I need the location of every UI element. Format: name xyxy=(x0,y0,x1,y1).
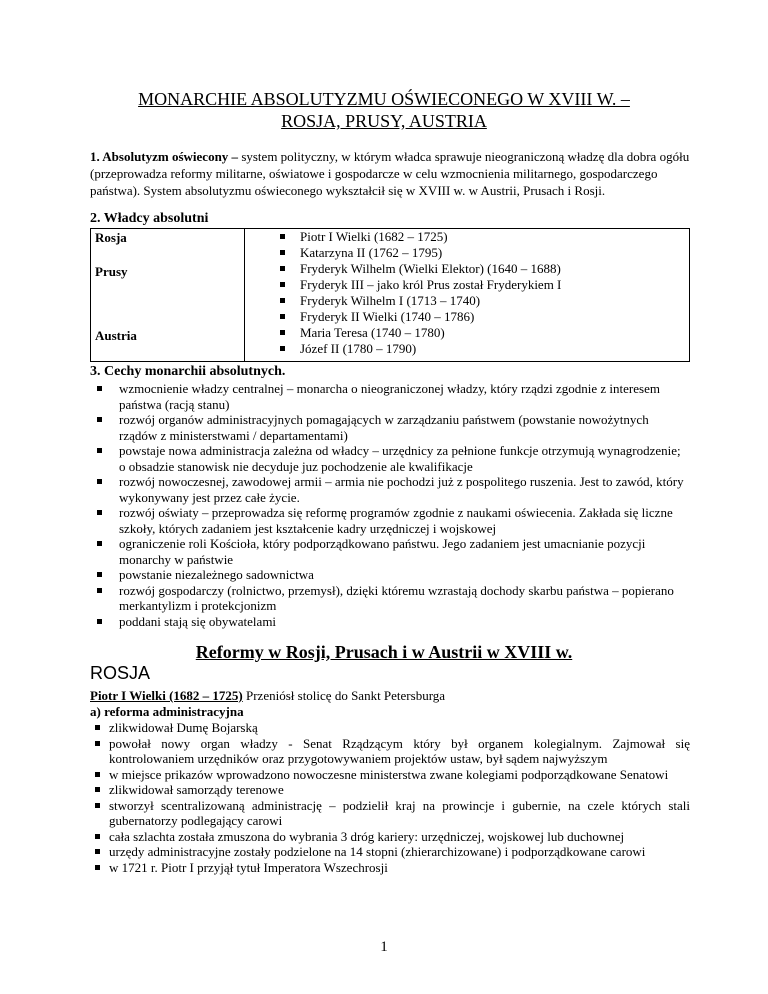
definition-text: system polityczny, w którym władca sprawuje nieograniczoną władzę dla dobra ogółu (przeprowadza reformy militarne, oświatowe i gospodarcze w celu wzmocnienia militarnego, gospodarczego państwa). System absolutyzmu oświeconego wykształcił się w XVIII w. w Austrii, Prusach i Rosji. xyxy=(90,149,690,198)
section-definition xyxy=(90,148,690,199)
countries-column xyxy=(91,229,245,362)
rulers-table xyxy=(90,228,690,362)
list-item: ograniczenie roli Kościoła, który podporządkowano państwu. Jego zadaniem jest umacnianie pozycji monarchy w państwie xyxy=(90,536,690,567)
definition-term: 1. Absolutyzm oświecony – xyxy=(90,149,239,164)
ruler-item: Fryderyk III – jako król Prus został Fryderykiem I xyxy=(245,277,689,293)
page-title-line2: ROSJA, PRUSY, AUSTRIA xyxy=(281,111,487,131)
rulers-column xyxy=(245,229,690,362)
list-item: wzmocnienie władzy centralnej – monarcha o nieograniczonej władzy, który rządzi zgodnie z interesem państwa (racją stanu) xyxy=(90,381,690,412)
list-item: w miejsce prikazów wprowadzono nowoczesne ministerstwa zwane kolegiami podporządkowane Senatowi xyxy=(90,767,690,783)
section-rulers-heading: 2. Władcy absolutni xyxy=(90,211,209,226)
list-item: powstaje nowa administracja zależna od władcy – urzędnicy za pełnione funkcje otrzymują wynagrodzenie; o obsadzie stanowisk nie decyduje juz pochodzenie ale kwalifikacje xyxy=(90,443,690,474)
list-item: urzędy administracyjne zostały podzielone na 14 stopni (zhierarchizowane) i podporządkowane carowi xyxy=(90,844,690,860)
ruler-name: Piotr I Wielki (1682 – 1725) xyxy=(90,688,243,703)
reforms-title: Reformy w Rosji, Prusach i w Austrii w XVIII w. xyxy=(195,642,573,662)
section-features-heading: 3. Cechy monarchii absolutnych. xyxy=(90,364,286,379)
list-item: w 1721 r. Piotr I przyjął tytuł Imperatora Wszechrosji xyxy=(90,860,690,876)
list-item: rozwój gospodarczy (rolnictwo, przemysł), dzięki któremu wzrastają dochody skarbu państwa – popierano merkantylizm i protekcjonizm xyxy=(90,583,690,614)
country-cell: Austria xyxy=(95,328,137,343)
ruler-item: Fryderyk II Wielki (1740 – 1786) xyxy=(245,309,689,325)
list-item: rozwój nowoczesnej, zawodowej armii – armia nie pochodzi już z pospolitego ruszenia. Jest to zawód, który wykonywany jest przez całe życie. xyxy=(90,474,690,505)
list-item: rozwój oświaty – przeprowadza się reformę programów zgodnie z naukami oświecenia. Zakłada się liczne szkoły, których zadaniem jest kształcenie kadry urzędniczej i wojskowej xyxy=(90,505,690,536)
page-number: 1 xyxy=(380,939,388,955)
ruler-item: Piotr I Wielki (1682 – 1725) xyxy=(245,229,689,245)
country-cell: Rosja xyxy=(95,230,127,245)
list-item: poddani stają się obywatelami xyxy=(90,614,690,630)
list-item: zlikwidował samorządy terenowe xyxy=(90,782,690,798)
list-item: cała szlachta została zmuszona do wybrania 3 dróg kariery: urzędniczej, wojskowej lub duchownej xyxy=(90,829,690,845)
list-item: powołał nowy organ władzy - Senat Rządzącym który był organem kolegialnym. Zajmował się kontrolowaniem urzędników oraz przygotowywaniem projektów ustaw, był sądem najwyższym xyxy=(90,736,690,767)
ruler-item: Józef II (1780 – 1790) xyxy=(245,341,689,357)
list-item: stworzył scentralizowaną administrację – podzielił kraj na prowincje i gubernie, na czele których stali gubernatorzy podlegający carowi xyxy=(90,798,690,829)
reform-subheading: a) reforma administracyjna xyxy=(90,704,244,719)
ruler-intro xyxy=(90,688,445,704)
features-list xyxy=(90,381,690,629)
country-cell: Prusy xyxy=(95,264,128,279)
list-item: powstanie niezależnego sadownictwa xyxy=(90,567,690,583)
list-item: rozwój organów administracyjnych pomagających w zarządzaniu państwem (powstanie nowożytnych rządów z ministerstwami / departamentami) xyxy=(90,412,690,443)
reform-list xyxy=(90,720,690,875)
ruler-intro-text: Przeniósł stolicę do Sankt Petersburga xyxy=(242,688,446,703)
ruler-item: Fryderyk Wilhelm (Wielki Elektor) (1640 – 1688) xyxy=(245,261,689,277)
page-title-line1: MONARCHIE ABSOLUTYZMU OŚWIECONEGO W XVIII W. – xyxy=(138,89,630,109)
ruler-item: Fryderyk Wilhelm I (1713 – 1740) xyxy=(245,293,689,309)
list-item: zlikwidował Dumę Bojarską xyxy=(90,720,690,736)
ruler-item: Katarzyna II (1762 – 1795) xyxy=(245,245,689,261)
ruler-item: Maria Teresa (1740 – 1780) xyxy=(245,325,689,341)
country-heading: ROSJA xyxy=(90,663,151,683)
